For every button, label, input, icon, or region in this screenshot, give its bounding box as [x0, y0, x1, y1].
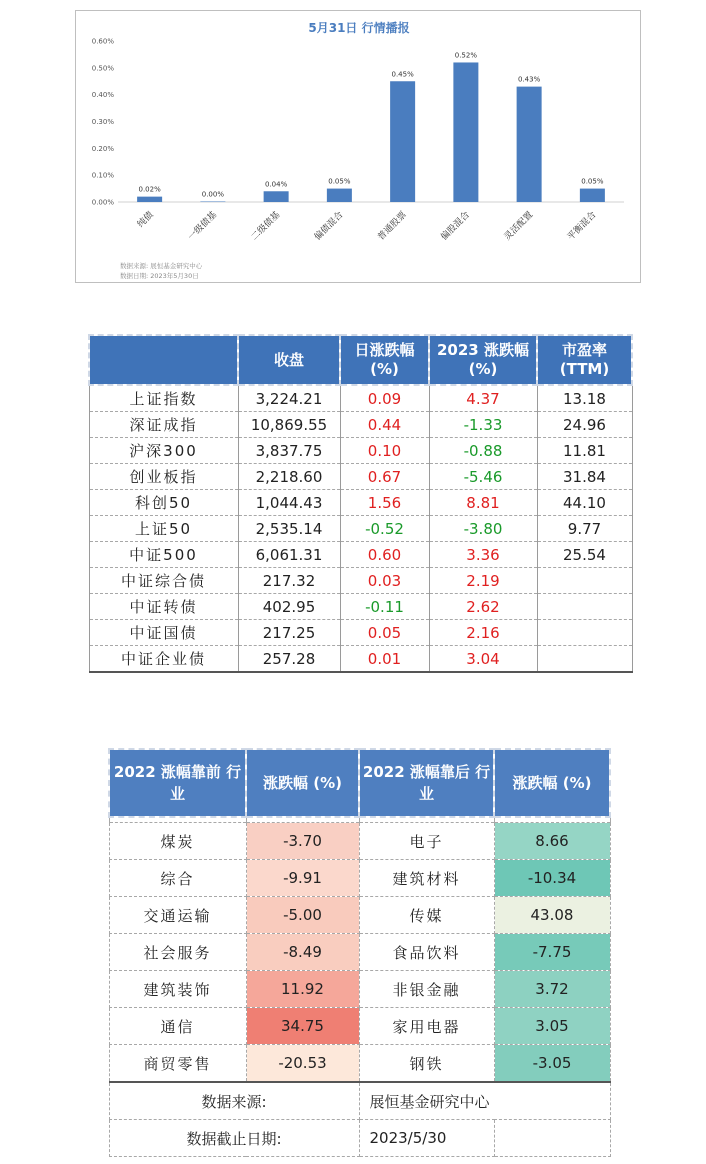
bar-1 [137, 197, 162, 202]
top-industry-change: -5.00 [246, 897, 359, 934]
bottom-industry-name: 家用电器 [359, 1008, 494, 1045]
index-day-change: 1.56 [340, 490, 429, 516]
header-top-change: 涨跌幅 (%) [246, 749, 359, 817]
bottom-industry-change: 3.05 [494, 1008, 610, 1045]
source-row [109, 1082, 610, 1120]
index-pe: 31.84 [537, 464, 632, 490]
category-label: 二级债基 [249, 210, 283, 243]
bar-4 [327, 189, 352, 202]
top-industry-change: 34.75 [246, 1008, 359, 1045]
market-bar-chart [76, 11, 642, 284]
index-name: 中证国债 [89, 620, 238, 646]
index-row [89, 646, 632, 673]
bottom-industry-change: -3.05 [494, 1045, 610, 1083]
industry-row [109, 860, 610, 897]
index-ytd-change: -0.88 [429, 438, 537, 464]
bar-value-label: 0.45% [391, 70, 414, 79]
category-label: 纯债 [135, 210, 156, 230]
index-row [89, 490, 632, 516]
bottom-industry-name: 电子 [359, 823, 494, 860]
bottom-industry-change: -7.75 [494, 934, 610, 971]
index-pe: 13.18 [537, 385, 632, 412]
bar-5 [390, 81, 415, 202]
index-name: 创业板指 [89, 464, 238, 490]
bar-value-label: 0.43% [518, 75, 541, 84]
index-table-header [89, 335, 632, 385]
index-day-change: 0.01 [340, 646, 429, 673]
top-industry-change: -3.70 [246, 823, 359, 860]
index-name: 中证转债 [89, 594, 238, 620]
y-tick-label: 0.40% [91, 91, 114, 100]
bar-6 [453, 62, 478, 202]
chart-date-line: 数据日期: 2023年5月30日 [120, 272, 199, 280]
index-close: 402.95 [238, 594, 340, 620]
index-name: 科创50 [89, 490, 238, 516]
header-name [89, 335, 238, 385]
top-industry-change: -20.53 [246, 1045, 359, 1083]
index-row [89, 385, 632, 412]
index-row [89, 620, 632, 646]
index-ytd-change: 3.36 [429, 542, 537, 568]
index-ytd-change: -1.33 [429, 412, 537, 438]
bar-7 [517, 87, 542, 202]
index-day-change: 0.09 [340, 385, 429, 412]
index-ytd-change: 2.16 [429, 620, 537, 646]
date-label: 数据截止日期: [109, 1120, 359, 1157]
top-industry-name: 煤炭 [109, 823, 246, 860]
index-ytd-change: -5.46 [429, 464, 537, 490]
top-industry-change: -9.91 [246, 860, 359, 897]
top-industry-change: 11.92 [246, 971, 359, 1008]
industry-table-header [109, 749, 610, 817]
index-day-change: 0.67 [340, 464, 429, 490]
index-pe: 25.54 [537, 542, 632, 568]
category-label: 一级债基 [186, 210, 219, 243]
category-label: 平衡混合 [565, 210, 599, 243]
index-pe: 44.10 [537, 490, 632, 516]
index-pe: 9.77 [537, 516, 632, 542]
index-ytd-change: 8.81 [429, 490, 537, 516]
header-bottom-change: 涨跌幅 (%) [494, 749, 610, 817]
index-ytd-change: 2.62 [429, 594, 537, 620]
index-name: 中证500 [89, 542, 238, 568]
y-tick-label: 0.30% [91, 118, 114, 126]
index-row [89, 542, 632, 568]
date-empty [494, 1120, 610, 1157]
index-row [89, 412, 632, 438]
index-quote-table [88, 334, 633, 673]
index-close: 3,837.75 [238, 438, 340, 464]
index-close: 3,224.21 [238, 385, 340, 412]
index-pe: 24.96 [537, 412, 632, 438]
bar-value-label: 0.05% [581, 177, 604, 186]
bar-2 [200, 202, 225, 203]
index-row [89, 568, 632, 594]
top-industry-name: 社会服务 [109, 934, 246, 971]
date-value: 2023/5/30 [359, 1120, 494, 1157]
bar-value-label: 0.52% [454, 51, 477, 60]
bottom-industry-change: -10.34 [494, 860, 610, 897]
y-tick-label: 0.50% [91, 64, 114, 73]
index-day-change: 0.10 [340, 438, 429, 464]
top-industry-name: 建筑装饰 [109, 971, 246, 1008]
index-day-change: -0.52 [340, 516, 429, 542]
industry-row [109, 897, 610, 934]
source-value: 展恒基金研究中心 [359, 1082, 610, 1120]
category-label: 普通股票 [376, 210, 409, 243]
index-row [89, 464, 632, 490]
y-tick-label: 0.00% [91, 198, 114, 207]
bar-value-label: 0.00% [201, 190, 224, 199]
category-label: 偏债混合 [312, 210, 346, 243]
index-ytd-change: 3.04 [429, 646, 537, 673]
index-pe: 11.81 [537, 438, 632, 464]
index-close: 10,869.55 [238, 412, 340, 438]
index-day-change: 0.03 [340, 568, 429, 594]
top-industry-name: 综合 [109, 860, 246, 897]
index-pe [537, 646, 632, 673]
index-day-change: 0.44 [340, 412, 429, 438]
bar-value-label: 0.04% [265, 180, 288, 189]
bottom-industry-change: 8.66 [494, 823, 610, 860]
header-ytd-change: 2023 涨跌幅 (%) [429, 335, 537, 385]
index-day-change: 0.05 [340, 620, 429, 646]
index-close: 257.28 [238, 646, 340, 673]
bottom-industry-change: 3.72 [494, 971, 610, 1008]
index-day-change: -0.11 [340, 594, 429, 620]
index-ytd-change: 4.37 [429, 385, 537, 412]
index-name: 中证综合债 [89, 568, 238, 594]
industry-row [109, 934, 610, 971]
index-close: 2,535.14 [238, 516, 340, 542]
header-top-industry: 2022 涨幅靠前 行业 [109, 749, 246, 817]
header-day-change: 日涨跌幅 (%) [340, 335, 429, 385]
index-close: 217.32 [238, 568, 340, 594]
industry-ranking-table [108, 748, 611, 1157]
bar-8 [580, 189, 605, 202]
y-tick-label: 0.60% [91, 37, 114, 46]
bar-value-label: 0.02% [138, 185, 161, 194]
index-close: 217.25 [238, 620, 340, 646]
header-close: 收盘 [238, 335, 340, 385]
source-label: 数据来源: [109, 1082, 359, 1120]
index-row [89, 516, 632, 542]
bar-3 [264, 191, 289, 202]
index-row [89, 438, 632, 464]
chart-source-line: 数据来源: 展恒基金研究中心 [120, 262, 203, 270]
index-close: 2,218.60 [238, 464, 340, 490]
header-pe: 市盈率 (TTM) [537, 335, 632, 385]
index-pe [537, 594, 632, 620]
bottom-industry-name: 食品饮料 [359, 934, 494, 971]
bar-value-label: 0.05% [328, 177, 351, 186]
chart-title: 5月31日 行情播报 [308, 21, 410, 35]
date-row [109, 1120, 610, 1157]
bottom-industry-name: 钢铁 [359, 1045, 494, 1083]
index-ytd-change: -3.80 [429, 516, 537, 542]
index-pe [537, 620, 632, 646]
header-bottom-industry: 2022 涨幅靠后 行业 [359, 749, 494, 817]
index-ytd-change: 2.19 [429, 568, 537, 594]
bottom-industry-name: 非银金融 [359, 971, 494, 1008]
top-industry-name: 通信 [109, 1008, 246, 1045]
top-industry-name: 交通运输 [109, 897, 246, 934]
index-close: 1,044.43 [238, 490, 340, 516]
index-name: 上证指数 [89, 385, 238, 412]
index-name: 上证50 [89, 516, 238, 542]
index-row [89, 594, 632, 620]
industry-row [109, 1008, 610, 1045]
top-industry-name: 商贸零售 [109, 1045, 246, 1083]
industry-row [109, 1045, 610, 1083]
y-tick-label: 0.20% [91, 144, 114, 153]
bottom-industry-name: 建筑材料 [359, 860, 494, 897]
industry-row [109, 971, 610, 1008]
y-tick-label: 0.10% [91, 171, 114, 180]
bottom-industry-name: 传媒 [359, 897, 494, 934]
category-label: 灵活配置 [502, 210, 536, 243]
index-name: 中证企业债 [89, 646, 238, 673]
index-day-change: 0.60 [340, 542, 429, 568]
bottom-industry-change: 43.08 [494, 897, 610, 934]
industry-row [109, 823, 610, 860]
top-industry-change: -8.49 [246, 934, 359, 971]
index-name: 深证成指 [89, 412, 238, 438]
index-name: 沪深300 [89, 438, 238, 464]
market-chart [75, 10, 641, 283]
index-close: 6,061.31 [238, 542, 340, 568]
category-label: 偏股混合 [439, 210, 472, 243]
index-pe [537, 568, 632, 594]
